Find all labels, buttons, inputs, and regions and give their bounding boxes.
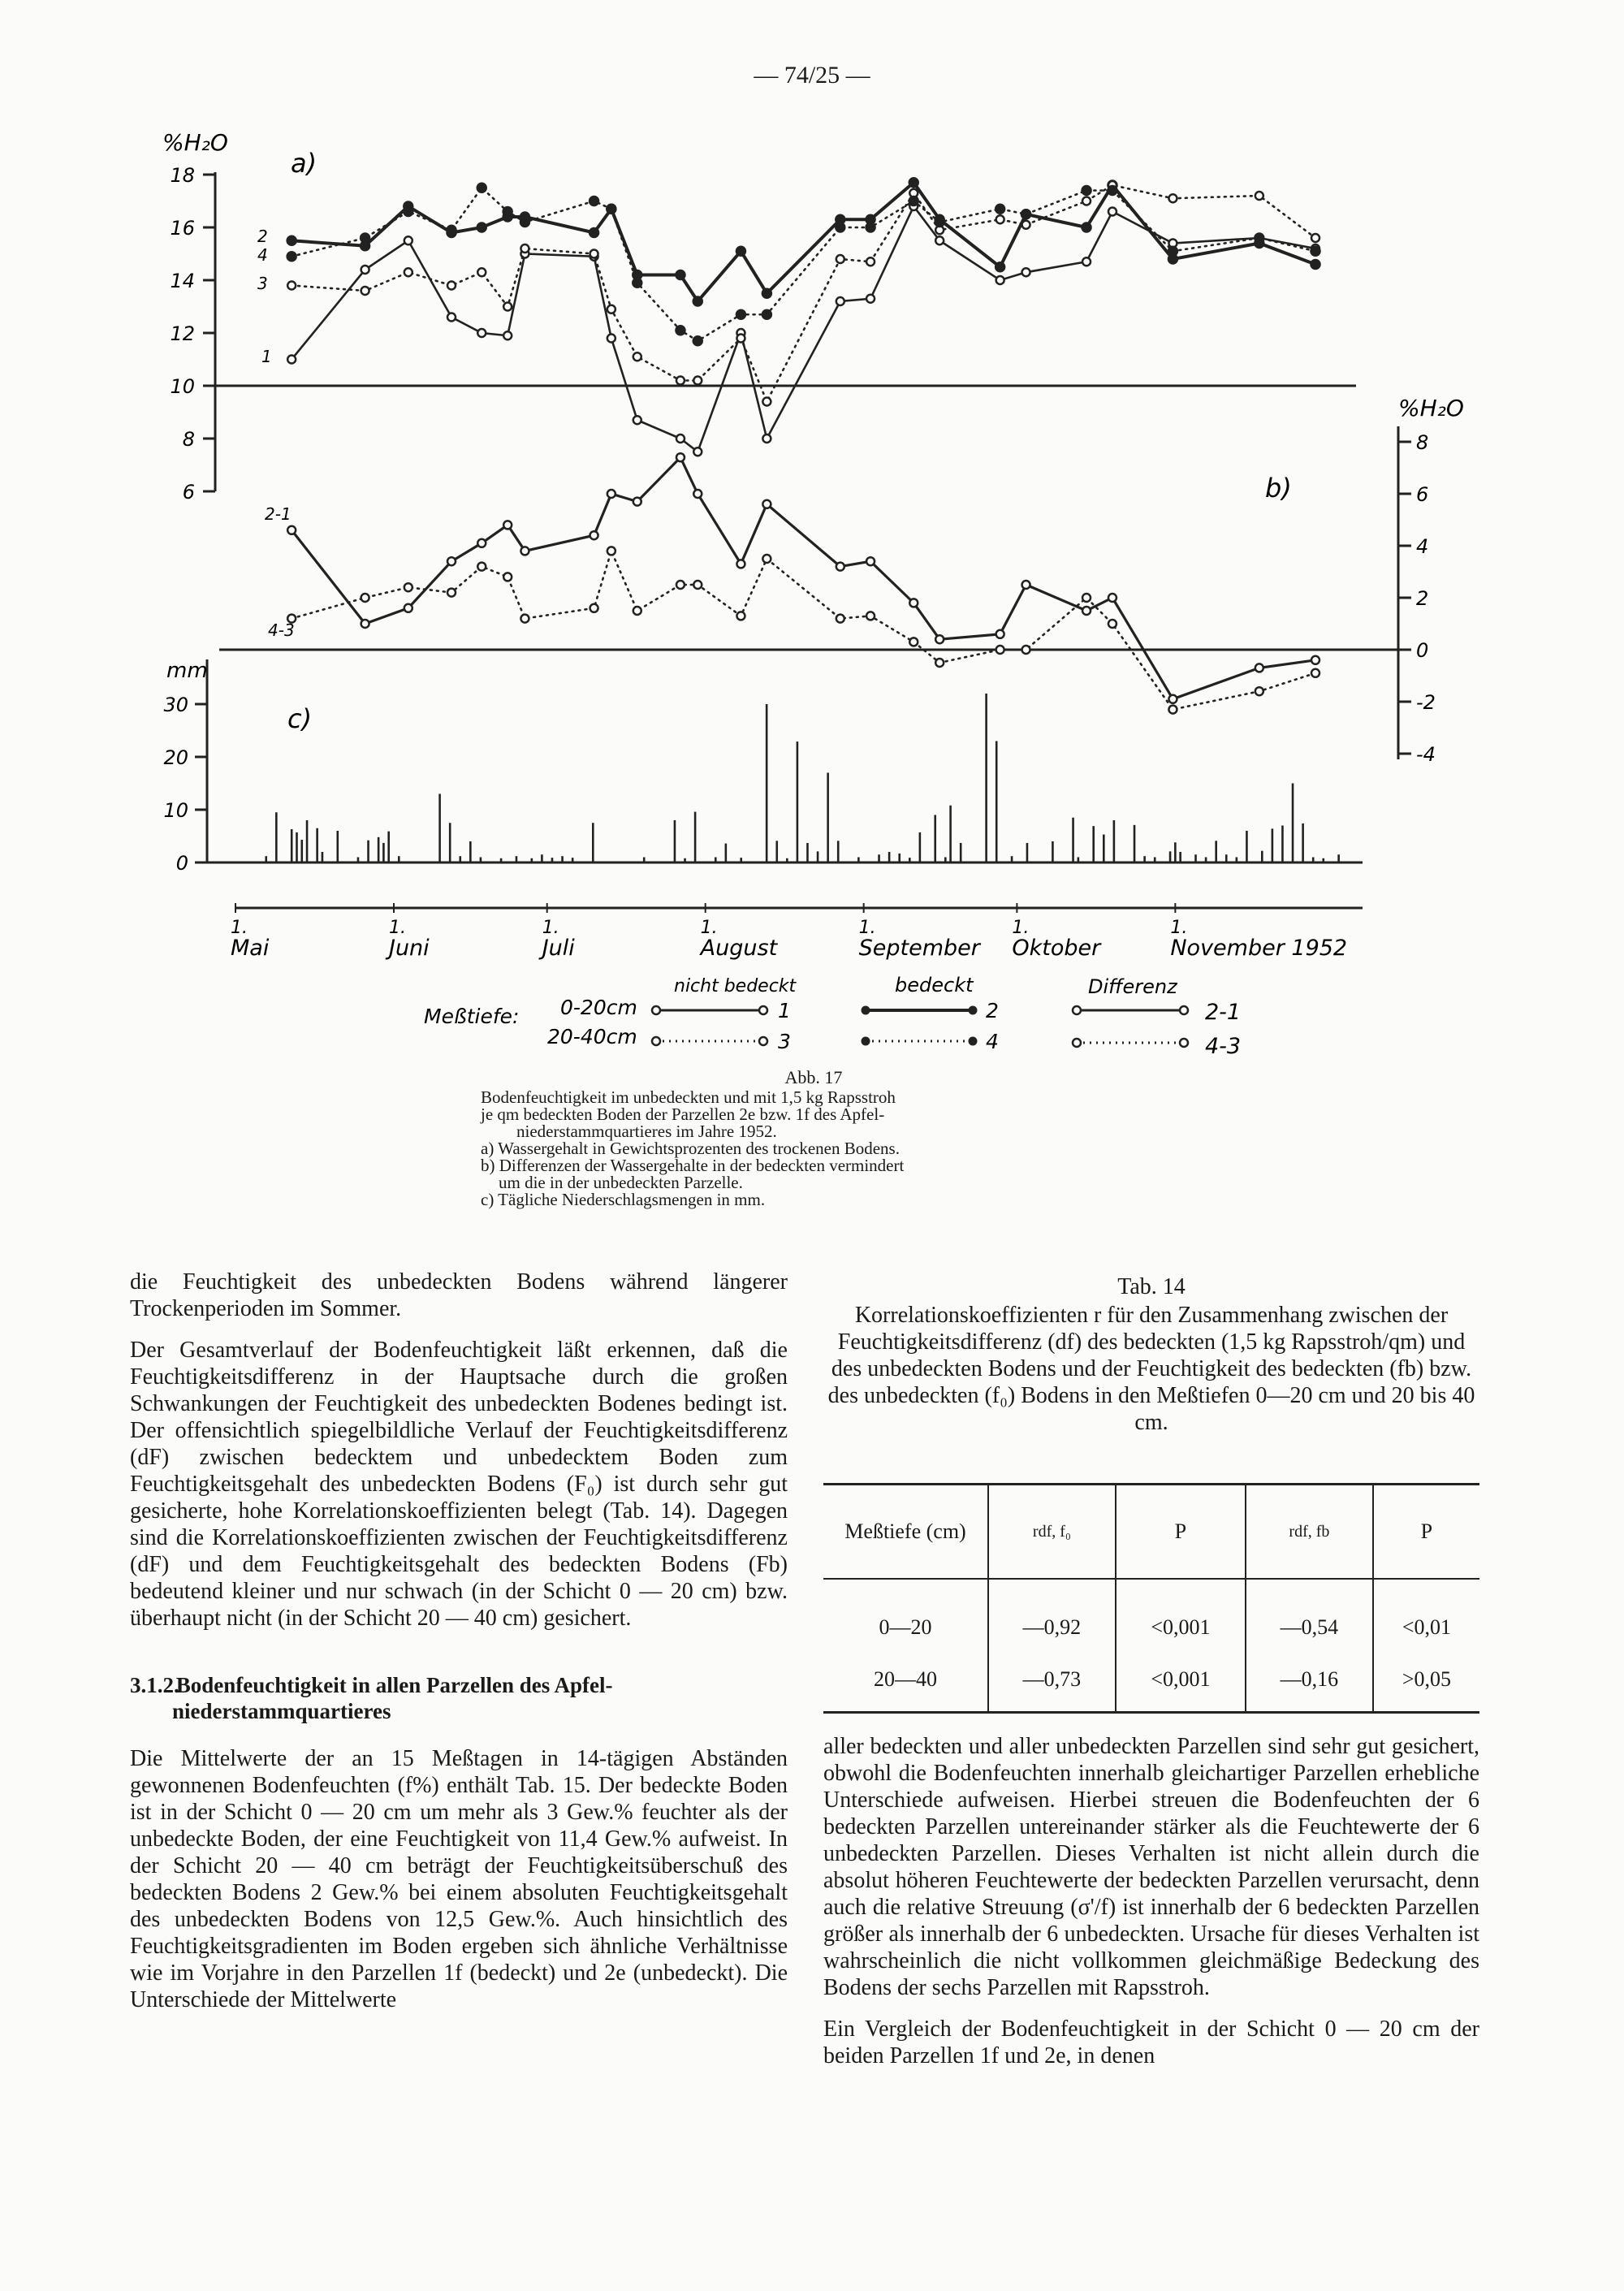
point-series-4-3 (935, 659, 944, 667)
point-series-1 (607, 335, 615, 343)
point-series-1 (1022, 268, 1030, 276)
right-column (823, 1733, 1479, 2084)
point-series-4-3 (762, 555, 771, 563)
point-series-4-3 (590, 604, 598, 612)
panel-label-b: b) (1265, 473, 1292, 504)
point-series-4 (736, 310, 745, 319)
table-cell: 0—20 (879, 1615, 932, 1639)
table-14-caption: Tab. 14 (1117, 1274, 1186, 1299)
point-series-3 (503, 303, 512, 311)
left-para-3: Die Mittelwerte der an 15 Meßtagen in 14-tägigen Abständen gewonnenen Bodenfeuchten (f%) enthält Tab. 15. Der bedeckte Boden ist in der Schicht 0 — 20 cm um mehr als 3 Gew.% feuchter als der unbedeckte Boden, der eine Feuchtigkeit von 11,4 Gew.% aufweist. In der Schicht 20 — 40 cm beträgt der Feuchtigkeitsüberschuß des bedeckten Bodens 2 Gew.% bei einem absoluten Feuchtigkeitsgehalt des unbedeckten Bodens von 12,5 Gew.%. Auch hinsichtlich des Feuchtigkeitsgradienten im Boden ergeben sich ähnliche Verhältnisse wie im Vorjahre in den Parzellen 1f (bedeckt) und 2e (unbedeckt). Die Unterschiede der Mittelwerte (130, 1746, 788, 2012)
y-tick-label-c: 20 (163, 746, 188, 769)
point-series-4-3 (1255, 687, 1263, 695)
legend-label-4: 4 (986, 1030, 999, 1053)
point-series-2-1 (447, 557, 456, 565)
table-row (823, 1579, 1479, 1653)
point-series-3 (1255, 192, 1263, 200)
month-label: November 1952 (1170, 936, 1348, 961)
month-start-label: 1. (542, 918, 559, 938)
point-series-3 (762, 398, 771, 406)
point-series-3 (447, 282, 456, 290)
series-label-2-1: 2-1 (265, 504, 292, 524)
month-start-label: 1. (858, 918, 876, 938)
table-header-rdf-fb: rdf, fb (1246, 1485, 1373, 1580)
legend-key-2 (862, 1006, 978, 1015)
table-cell: <0,01 (1373, 1579, 1479, 1653)
point-series-2-1 (676, 453, 685, 461)
table-header-p1: P (1116, 1485, 1246, 1580)
legend-label-2: 2 (986, 999, 999, 1022)
series-label-3: 3 (257, 274, 268, 293)
point-series-2 (736, 247, 745, 256)
figure-17 (0, 0, 1624, 1072)
legend-depth-0-20: 0-20cm (560, 996, 637, 1019)
legend-key-2-1 (1073, 1006, 1188, 1014)
ylabel-b: %H₂O (1398, 395, 1464, 421)
point-series-3 (477, 268, 486, 276)
point-series-4-3 (361, 594, 369, 602)
point-series-4 (1168, 247, 1177, 256)
point-series-3 (607, 305, 615, 313)
point-series-2 (477, 223, 486, 232)
legend-group-covered: bedeckt (895, 974, 974, 996)
month-start-label: 1. (388, 918, 406, 938)
point-series-4 (287, 252, 296, 261)
right-para-1: aller bedeckten und aller unbedeckten Parzellen sind sehr gut gesichert, obwohl die Bodenfeuchten innerhalb gleichartiger Parzellen erhebliche Unterschiede aufweisen. Hierbei streuen die Bodenfeuchten der 6 bedeckten Parzellen untereinander stärker als die Feuchtewerte der 6 unbedeckten Parzellen. Dieses Verhalten ist nicht allein durch die absolut höheren Feuchtewerte der bedeckten Parzellen verursacht, denn auch die relative Streuung (σ'/f) ist innerhalb der 6 bedeckten Parzellen größer als innerhalb der 6 unbedeckten. Ursache für dieses Verhalten ist wahrscheinlich die nicht vollkommen gleichmäßige Bedeckung des Bodens der sechs Parzellen mit Rapsstroh. (823, 1734, 1479, 2000)
legend-label-1: 1 (778, 999, 791, 1022)
y-tick-label-b: -4 (1416, 743, 1436, 766)
series-label-1: 1 (261, 347, 272, 366)
y-tick-label-b: -2 (1416, 691, 1436, 714)
point-series-4 (1021, 210, 1030, 218)
y-tick-label-a: 12 (170, 322, 195, 345)
panel-label-a: a) (291, 148, 317, 179)
point-series-4 (361, 234, 369, 243)
table-cell: —0,16 (1246, 1653, 1373, 1713)
point-series-2-1 (287, 526, 296, 534)
point-series-4-3 (1168, 706, 1177, 714)
point-series-1 (935, 236, 944, 244)
point-series-1 (503, 331, 512, 339)
panel-a-water-content (162, 129, 1356, 504)
point-series-2 (762, 289, 771, 298)
y-tick-label-a: 18 (170, 164, 195, 187)
point-series-1 (836, 297, 844, 305)
point-series-4-3 (1022, 646, 1030, 654)
point-series-2-1 (909, 599, 918, 607)
point-series-3 (866, 257, 875, 266)
y-tick-label-b: 4 (1416, 535, 1429, 558)
point-series-4-3 (836, 615, 844, 623)
point-series-4-3 (1311, 669, 1320, 677)
figure-caption (481, 1069, 1147, 1208)
section-title-b: niederstammquartieres (172, 1699, 391, 1723)
legend-label-4-3: 4-3 (1205, 1034, 1242, 1059)
point-series-3 (1082, 197, 1091, 205)
ylabel-c: mm (166, 659, 208, 683)
point-series-4-3 (909, 638, 918, 646)
y-tick-label-a: 6 (182, 481, 195, 504)
point-series-2-1 (1168, 695, 1177, 703)
caption-line-5: b) Differenzen der Wassergehalte in der bedeckten vermindert (481, 1156, 905, 1175)
point-series-2-1 (590, 531, 598, 539)
point-series-1 (633, 416, 641, 424)
month-label: Juli (542, 936, 575, 961)
point-series-3 (1311, 234, 1320, 242)
point-series-3 (590, 250, 598, 258)
point-series-2-1 (477, 539, 486, 547)
point-series-3 (287, 282, 296, 290)
panel-c-precipitation (163, 659, 1363, 875)
point-series-1 (1082, 257, 1091, 266)
point-series-4 (676, 326, 685, 335)
point-series-4 (520, 218, 529, 227)
point-series-4 (404, 207, 412, 216)
table-header-rdf-f0: rdf, f₀ (988, 1485, 1116, 1580)
point-series-1 (287, 356, 296, 364)
point-series-4 (590, 197, 598, 205)
point-series-4-3 (607, 547, 615, 555)
point-series-2-1 (762, 500, 771, 508)
legend-depth-20-40: 20-40cm (547, 1025, 637, 1048)
series-line-2-1 (292, 457, 1315, 699)
point-series-1 (676, 434, 685, 443)
point-series-4-3 (633, 607, 641, 615)
point-series-1 (693, 447, 702, 456)
point-series-2-1 (520, 547, 529, 555)
legend-key-1 (652, 1006, 767, 1014)
table-header-depth: Meßtiefe (cm) (823, 1485, 988, 1580)
caption-line-1: Bodenfeuchtigkeit im unbedeckten und mit 1,5 kg Rapsstroh (481, 1087, 896, 1107)
page-number: — 74/25 — (754, 62, 870, 89)
panel-b-differences (219, 395, 1464, 766)
legend-key-4 (862, 1037, 978, 1046)
caption-line-4: a) Wassergehalt in Gewichtsprozenten des trockenen Bodens. (481, 1139, 900, 1158)
point-series-4 (866, 223, 875, 232)
point-series-4 (503, 207, 512, 216)
point-series-2-1 (1082, 607, 1091, 615)
month-start-label: 1. (700, 918, 718, 938)
point-series-2 (693, 297, 702, 306)
section-title-a: Bodenfeuchtigkeit in allen Parzellen des Apfel- (175, 1673, 613, 1697)
point-series-2-1 (503, 521, 512, 529)
point-series-4-3 (996, 646, 1004, 654)
series-label-4: 4 (257, 245, 268, 265)
legend-depth-title: Meßtiefe: (424, 1005, 520, 1028)
point-series-4 (996, 205, 1004, 214)
point-series-3 (736, 335, 745, 343)
month-axis (231, 903, 1363, 961)
month-label: August (700, 936, 778, 961)
y-tick-label-a: 16 (170, 217, 195, 240)
point-series-4 (633, 279, 641, 287)
point-series-4-3 (520, 615, 529, 623)
point-series-4-3 (1108, 620, 1116, 628)
table-cell: >0,05 (1373, 1653, 1479, 1713)
table-14-heading (823, 1273, 1479, 1436)
point-series-2 (909, 178, 918, 187)
point-series-4 (1108, 186, 1116, 195)
series-line-2 (292, 183, 1315, 301)
point-series-4 (836, 223, 844, 232)
y-tick-label-b: 8 (1416, 431, 1429, 454)
point-series-2-1 (404, 604, 412, 612)
point-series-2-1 (1311, 656, 1320, 664)
legend-key-3 (652, 1037, 767, 1045)
point-series-2-1 (836, 563, 844, 571)
y-tick-label-b: 6 (1416, 483, 1429, 506)
left-column (130, 1269, 788, 2028)
point-series-2 (676, 270, 685, 279)
point-series-2-1 (996, 630, 1004, 638)
month-start-label: 1. (1170, 918, 1188, 938)
point-series-3 (836, 255, 844, 263)
table-cell: 20—40 (823, 1653, 988, 1713)
left-para-2: Der Gesamtverlauf der Bodenfeuchtigkeit läßt erkennen, daß die Feuchtigkeitsdifferenz in der Hauptsache durch die großen Schwankungen der Feuchtigkeit des unbedeckten Bodenes bedingt ist. Der offensichtlich spiegelbildliche Verlauf der Feuchtigkeitsdifferenz (dF) zwischen bedecktem und unbedecktem Boden zum Feuchtigkeitsgehalt des unbedeckten Bodens (F₀) ist durch sehr gut gesicherte, hohe Korrelationskoeffizienten belegt (Tab. 14). Dagegen sind die Korrelationskoeffizienten zwischen der Feuchtigkeitsdifferenz (dF) und dem Feuchtigkeitsgehalt des bedeckten Bodens (Fb) bedeutend kleiner und nur schwach (in der Schicht 0 — 20 cm) bzw. überhaupt nicht (in der Schicht 20 — 40 cm) gesichert. (130, 1338, 788, 1631)
y-tick-label-a: 10 (170, 375, 195, 398)
series-label-4-3: 4-3 (268, 620, 295, 640)
table-14 (823, 1483, 1479, 1714)
caption-line-3: niederstammquartieres im Jahre 1952. (516, 1122, 777, 1141)
ylabel-a: %H₂O (162, 129, 228, 156)
month-label: Juni (388, 936, 430, 961)
point-series-4-3 (676, 581, 685, 589)
point-series-2-1 (1022, 581, 1030, 589)
table-cell: <0,001 (1116, 1653, 1246, 1713)
month-start-label: 1. (1012, 918, 1030, 938)
point-series-4 (1255, 234, 1263, 243)
point-series-4-3 (693, 581, 702, 589)
point-series-1 (762, 434, 771, 443)
y-tick-label-b: 0 (1416, 639, 1429, 662)
point-series-2 (996, 262, 1004, 271)
point-series-4-3 (477, 563, 486, 571)
point-series-3 (1022, 221, 1030, 229)
point-series-3 (996, 215, 1004, 223)
point-series-3 (676, 377, 685, 385)
legend-label-2-1: 2-1 (1205, 1000, 1242, 1025)
table-cell: —0,73 (988, 1653, 1116, 1713)
legend-group-uncovered: nicht bedeckt (674, 976, 797, 996)
month-label: September (858, 936, 980, 961)
caption-line-7: c) Tägliche Niederschlagsmengen in mm. (481, 1190, 766, 1209)
legend-group-difference: Differenz (1088, 975, 1177, 998)
point-series-4 (607, 205, 615, 214)
point-series-2-1 (1255, 664, 1263, 672)
point-series-4 (1082, 186, 1091, 195)
point-series-1 (361, 266, 369, 274)
point-series-3 (1168, 194, 1177, 202)
series-line-4 (292, 188, 1315, 341)
y-tick-label-b: 2 (1416, 587, 1429, 610)
point-series-1 (996, 276, 1004, 284)
table-header-p2: P (1373, 1485, 1479, 1580)
point-series-4-3 (866, 612, 875, 620)
point-series-4 (935, 218, 944, 227)
legend (424, 974, 1241, 1059)
point-series-2-1 (361, 620, 369, 628)
section-heading (130, 1672, 788, 1724)
y-tick-label-c: 10 (163, 799, 188, 822)
month-label: Mai (231, 936, 270, 961)
month-label: Oktober (1012, 936, 1101, 961)
point-series-2-1 (935, 635, 944, 643)
point-series-2 (1082, 223, 1091, 232)
point-series-2-1 (736, 560, 745, 568)
point-series-4-3 (736, 612, 745, 620)
y-tick-label-a: 14 (170, 270, 195, 292)
y-tick-label-a: 8 (182, 428, 195, 451)
right-para-2: Ein Vergleich der Bodenfeuchtigkeit in der Schicht 0 — 20 cm der beiden Parzellen 1f und 2e, in denen (823, 2017, 1479, 2068)
point-series-1 (1108, 208, 1116, 216)
caption-line-2: je qm bedeckten Boden der Parzellen 2e bzw. 1f des Apfel- (481, 1104, 885, 1124)
point-series-4-3 (447, 589, 456, 597)
point-series-4 (447, 226, 456, 235)
table-row (823, 1653, 1479, 1713)
point-series-1 (477, 329, 486, 337)
point-series-3 (520, 244, 529, 253)
point-series-1 (404, 236, 412, 244)
point-series-2 (1311, 260, 1320, 269)
point-series-2-1 (633, 498, 641, 506)
table-cell: —0,92 (988, 1579, 1116, 1653)
point-series-2 (287, 236, 296, 245)
y-tick-label-c: 30 (163, 694, 188, 716)
point-series-4-3 (1082, 594, 1091, 602)
section-number: 3.1.2. (130, 1673, 179, 1697)
point-series-2-1 (607, 490, 615, 498)
caption-line-6: um die in der unbedeckten Parzelle. (499, 1173, 743, 1192)
month-start-label: 1. (231, 918, 248, 938)
point-series-2 (590, 228, 598, 237)
point-series-2-1 (1108, 594, 1116, 602)
table-14-title: Korrelationskoeffizienten r für den Zusammenhang zwischen der Feuchtigkeitsdifferenz (df) des bedeckten (1,5 kg Rapsstroh/qm) und des unbedeckten Bodens und der Feuchtigkeit des bedeckten (fb) bzw. des unbedeckten (f₀) Bodens in den Meßtiefen 0—20 cm und 20 bis 40 cm. (827, 1303, 1475, 1435)
point-series-3 (361, 287, 369, 295)
point-series-3 (633, 352, 641, 361)
point-series-4 (477, 184, 486, 192)
series-line-4-3 (292, 551, 1315, 709)
legend-label-3: 3 (778, 1030, 791, 1053)
table-cell: <0,001 (1116, 1579, 1246, 1653)
point-series-4-3 (503, 573, 512, 581)
point-series-1 (866, 295, 875, 303)
point-series-4 (762, 310, 771, 319)
point-series-2-1 (866, 557, 875, 565)
point-series-1 (447, 313, 456, 322)
legend-key-4-3 (1073, 1039, 1188, 1047)
series-label-2: 2 (257, 227, 268, 246)
caption-title: Abb. 17 (784, 1067, 843, 1087)
point-series-2-1 (693, 490, 702, 498)
left-para-1: die Feuchtigkeit des unbedeckten Bodens während längerer Trockenperioden im Sommer. (130, 1269, 788, 1321)
y-tick-label-c: 0 (175, 852, 188, 875)
panel-label-c: c) (287, 703, 313, 734)
point-series-4 (1311, 247, 1320, 256)
point-series-3 (693, 377, 702, 385)
point-series-3 (404, 268, 412, 276)
table-cell: —0,54 (1246, 1579, 1373, 1653)
point-series-4-3 (404, 583, 412, 591)
point-series-4 (909, 197, 918, 205)
point-series-4 (693, 336, 702, 345)
